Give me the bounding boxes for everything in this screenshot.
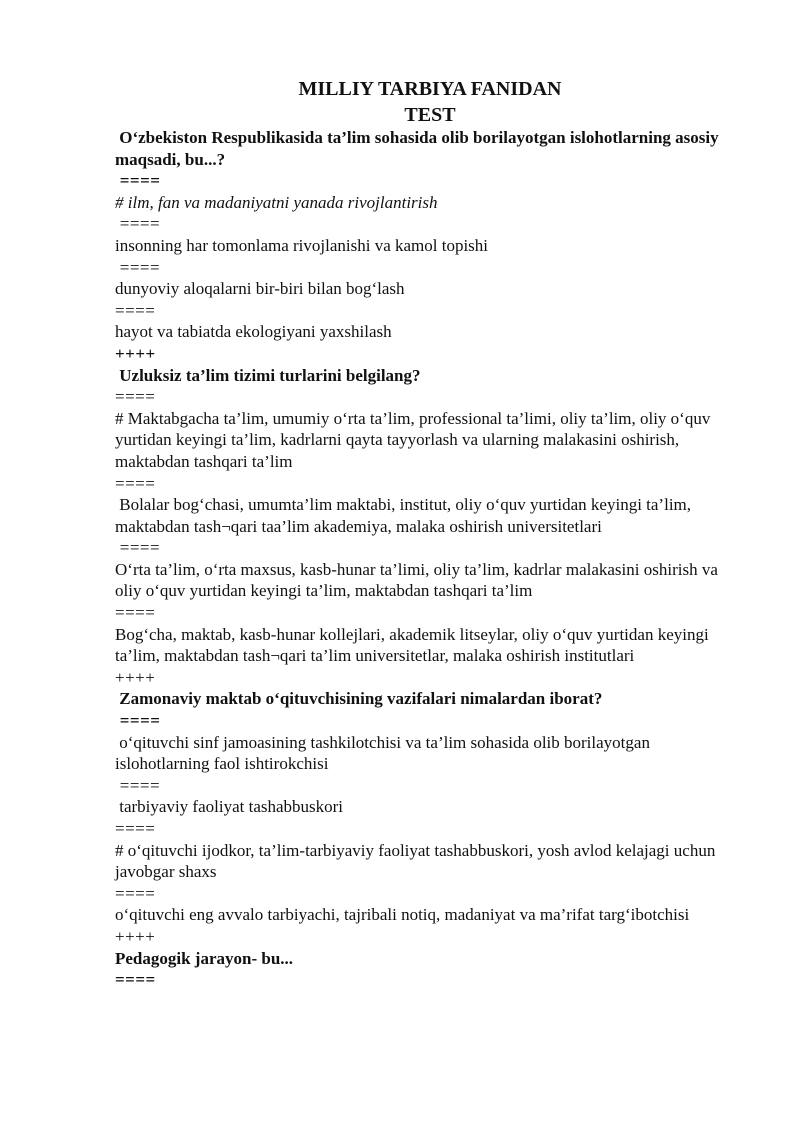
separator: ==== bbox=[115, 603, 156, 623]
answer-option: insonning har tomonlama rivojlanishi va kamol topishi bbox=[115, 235, 489, 255]
answer-option: tarbiyaviy faoliyat tashabbuskori bbox=[115, 797, 344, 817]
title-line-2: TEST bbox=[404, 104, 456, 126]
separator: ==== bbox=[115, 775, 161, 795]
answer-option: O‘rta ta’lim, o‘rta maxsus, kasb-hunar ta’limi, oliy ta’lim, kadrlar malakasini oshirish va oliy o‘quv yurtidan keyingi ta’lim, maktabdan tashqari ta’lim bbox=[115, 559, 718, 601]
separator: ==== bbox=[115, 171, 161, 191]
separator: ==== bbox=[115, 473, 156, 493]
question-separator: ++++ bbox=[115, 343, 156, 363]
answer-option-correct: # o‘qituvchi ijodkor, ta’lim-tarbiyaviy faoliyat tashabbuskori, yosh avlod kelajagi uchun javobgar shaxs bbox=[115, 840, 716, 882]
question-2: Uzluksiz ta’lim tizimi turlarini belgilang? bbox=[115, 365, 421, 385]
question-separator: ++++ bbox=[115, 926, 156, 946]
answer-option: Bog‘cha, maktab, kasb-hunar kollejlari, akademik litseylar, oliy o‘quv yurtidan keyingi ta’lim, maktabdan tash¬qari ta’lim universitetlar, malaka oshirish institutlari bbox=[115, 624, 709, 666]
separator: ==== bbox=[115, 883, 156, 903]
question-1: O‘zbekiston Respublikasida ta’lim sohasida olib borilayotgan islohotlarning asosiy maqsadi, bu...? bbox=[115, 128, 719, 169]
question-separator: ++++ bbox=[115, 667, 156, 687]
separator: ==== bbox=[115, 711, 161, 731]
separator: ==== bbox=[115, 387, 156, 407]
separator: ==== bbox=[115, 819, 156, 838]
answer-option-correct: # ilm, fan va madaniyatni yanada rivojlantirish bbox=[115, 192, 438, 212]
answer-option: o‘qituvchi eng avvalo tarbiyachi, tajribali notiq, madaniyat va ma’rifat targ‘ibotchisi bbox=[115, 905, 690, 925]
answer-option: o‘qituvchi sinf jamoasining tashkilotchisi va ta’lim sohasida olib borilayotgan islohotlarning faol ishtirokchisi bbox=[115, 732, 650, 774]
title-line-1: MILLIY TARBIYA FANIDAN bbox=[298, 78, 562, 100]
separator: ==== bbox=[115, 214, 161, 234]
answer-option: Bolalar bog‘chasi, umumta’lim maktabi, institut, oliy o‘quv yurtidan keyingi ta’lim, maktabdan tash¬qari taa’lim akademiya, malaka oshirish universitetlari bbox=[115, 495, 692, 536]
separator: ==== bbox=[115, 257, 161, 277]
answer-option: hayot va tabiatda ekologiyani yaxshilash bbox=[115, 322, 392, 342]
question-4: Pedagogik jarayon- bu... bbox=[115, 948, 294, 968]
separator: ==== bbox=[115, 970, 156, 990]
test-content bbox=[115, 127, 743, 991]
question-3: Zamonaviy maktab o‘qituvchisining vazifalari nimalardan iborat? bbox=[115, 689, 603, 709]
separator: ==== bbox=[115, 538, 161, 558]
answer-option: dunyoviy aloqalarni bir-biri bilan bog‘lash bbox=[115, 279, 405, 299]
answer-option-correct: # Maktabgacha ta’lim, umumiy o‘rta ta’lim, professional ta’limi, oliy ta’lim, oliy o‘quv yurtidan keyingi ta’lim, kadrlarni qayta tayyorlash va ularning malakasini oshirish, maktabdan tashqari ta’lim bbox=[115, 408, 711, 471]
separator: ==== bbox=[115, 300, 156, 320]
